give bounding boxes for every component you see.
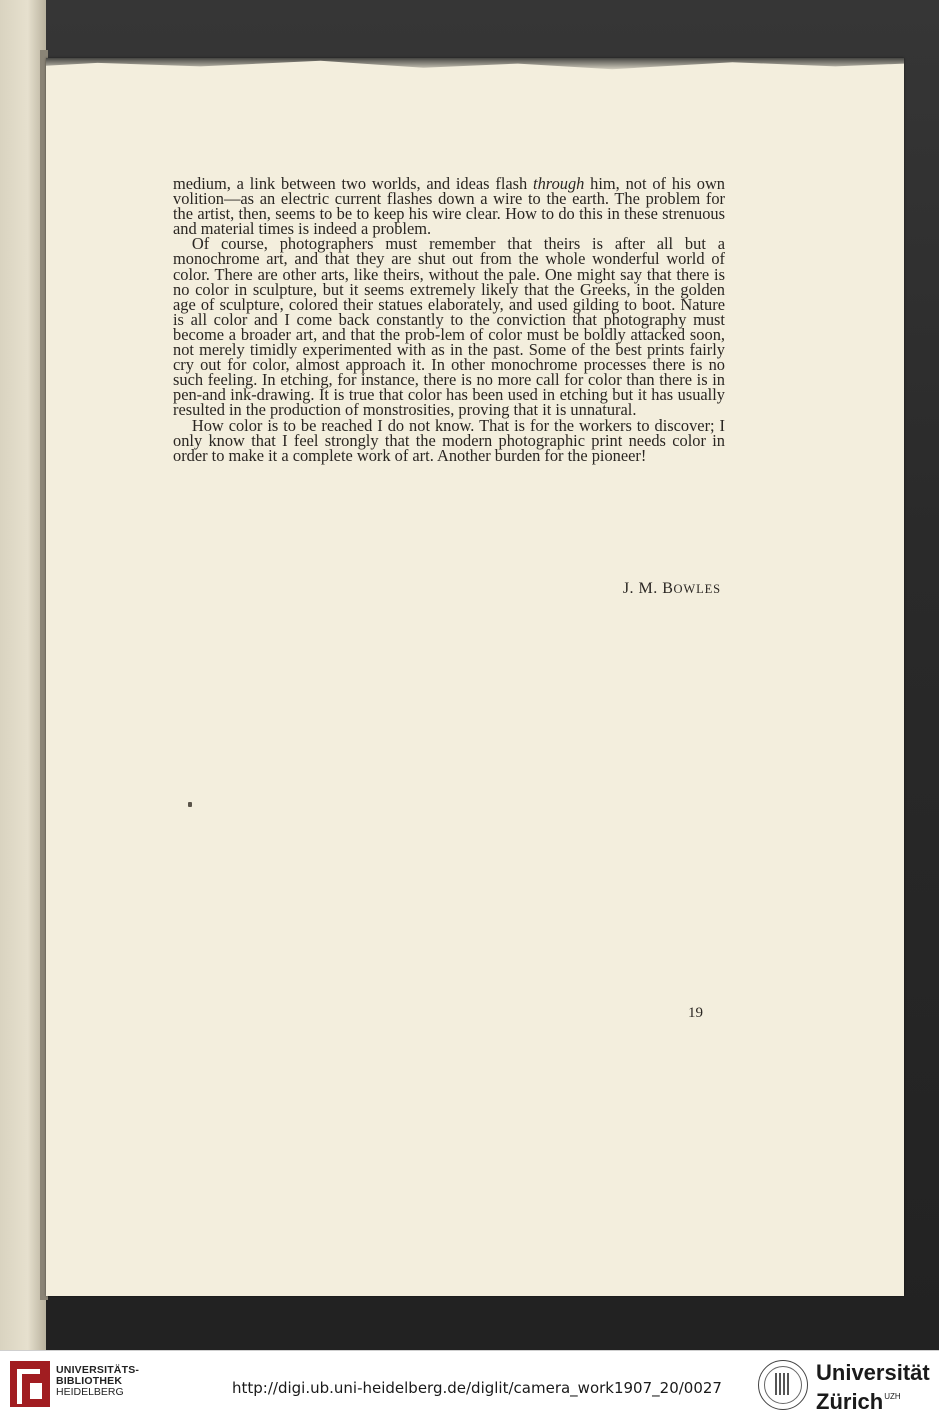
body-text xyxy=(173,176,725,463)
uzh-wordmark-line-2: Zürich xyxy=(816,1389,884,1414)
uzh-wordmark[interactable] xyxy=(816,1361,930,1414)
heidelberg-library-logo-icon[interactable] xyxy=(10,1361,50,1407)
paper-speck xyxy=(188,802,192,807)
uzh-seal-icon[interactable] xyxy=(758,1360,808,1410)
signature-smallcaps: OWLES xyxy=(673,582,721,596)
page-number: 19 xyxy=(688,1005,703,1021)
viewer-footer xyxy=(0,1350,939,1419)
emphasis-through: through xyxy=(533,174,585,193)
uzh-superscript: UZH xyxy=(884,1392,901,1401)
signature-initials: J. M. B xyxy=(622,580,674,597)
paragraph-1-end: him, not of his own volition—as an electric current flashes down a wire to the earth. The problem for the artist, then, seems to be to keep his wire clear. How to do this in these strenuous and material times is indeed a problem. xyxy=(173,174,725,239)
permalink-url[interactable]: http://digi.ub.uni-heidelberg.de/diglit/camera_work1907_20/0027 xyxy=(232,1379,722,1397)
library-name-line-1: UNIVERSITÄTS- xyxy=(56,1364,140,1376)
paragraph-2: Of course, photographers must remember that theirs is after all but a monochrome art, and that they are shut out from the whole wonderful world of color. There are other arts, like theirs, without the pale. One might say that there is no color in sculpture, but it seems extremely likely that the Greeks, in the golden age of sculpture, colored their statues elaborately, and used gilding to boot. Nature is all color and I come back constantly to the conviction that photography must become a broader art, and that the prob-lem of color must be boldly attacked soon, not merely timidly experimented with as in the past. Some of the best prints fairly cry out for color, almost approach it. In other monochrome processes there is no such feeling. In etching, for instance, there is no more call for color than there is in pen-and ink-drawing. It is true that color has been used in etching but it has usually resulted in the production of monstrosities, proving that it is unnatural. xyxy=(173,234,725,420)
uzh-wordmark-line-1: Universität xyxy=(816,1360,930,1385)
author-signature xyxy=(173,580,721,598)
library-name-line-2: BIBLIOTHEK xyxy=(56,1375,123,1387)
paragraph-3: How color is to be reached I do not know. That is for the workers to discover; I only know that I feel strongly that the modern photographic print needs color in order to make it a complete work of art. Another burden for the pioneer! xyxy=(173,415,725,465)
library-name-line-3: HEIDELBERG xyxy=(56,1386,124,1398)
paragraph-1-start: medium, a link between two worlds, and ideas flash xyxy=(173,174,534,193)
heidelberg-library-name[interactable] xyxy=(56,1365,139,1398)
paragraph-1 xyxy=(173,174,725,239)
